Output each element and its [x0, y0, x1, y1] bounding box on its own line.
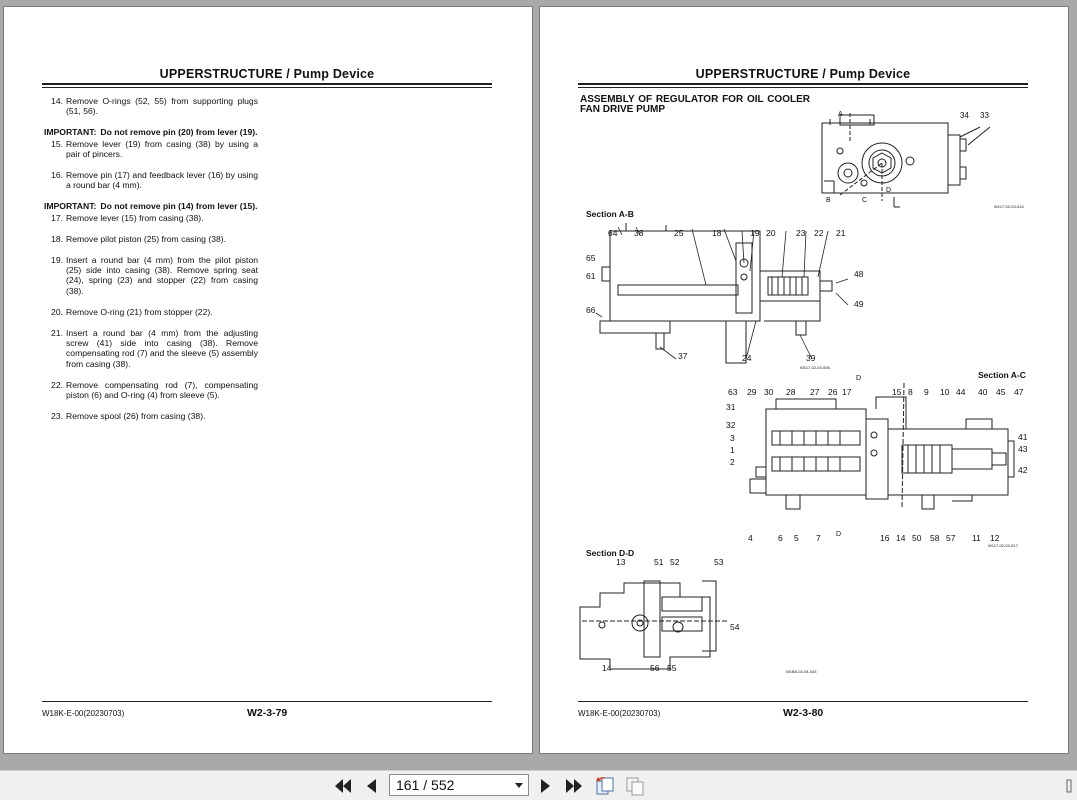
procedure-step: [44, 328, 258, 370]
callout-label: 28: [786, 387, 796, 397]
header-rule: [578, 83, 1028, 85]
callout-label: 25: [674, 228, 684, 238]
section-ac-title: Section A-C: [978, 370, 1026, 380]
callout-label: 63: [728, 387, 738, 397]
page-header-title: UPPERSTRUCTURE / Pump Device: [159, 67, 375, 81]
next-page-button[interactable]: [535, 775, 557, 797]
step-number: 18.: [51, 233, 63, 244]
footer-page-number: W2-3-80: [783, 707, 824, 719]
step-number: 16.: [51, 170, 63, 181]
section-heading: ASSEMBLY OF REGULATOR FOR OIL COOLER FAN DRIVE PUMP: [580, 94, 810, 115]
procedure-step: [44, 255, 258, 297]
callout-label: 11: [972, 533, 981, 543]
callout-label: 22: [814, 228, 824, 238]
callout-label: 53: [714, 557, 724, 567]
prev-page-icon: [365, 778, 377, 794]
callout-label: 38: [634, 228, 644, 238]
callout-label: 33: [980, 111, 989, 120]
step-text: Remove spool (26) from casing (38).: [66, 411, 206, 422]
menu-icon: [1066, 778, 1072, 794]
callout-label: 20: [766, 228, 776, 238]
callout-label: 49: [854, 299, 864, 309]
callout-label: 17: [842, 387, 852, 397]
step-text: Insert a round bar (4 mm) from the pilot piston (25) side into casing (38). Remove spring seat (24), spring (23) and stopper (22) from casing (38).: [66, 254, 258, 296]
callout-label: 50: [912, 533, 922, 543]
callout-label: 18: [712, 228, 722, 238]
procedure-steps: [44, 96, 258, 432]
next-page-icon: [540, 778, 552, 794]
prev-page-button[interactable]: [360, 775, 382, 797]
menu-button[interactable]: [1062, 775, 1076, 797]
callout-label: 54: [730, 622, 740, 632]
callout-label: 51: [654, 557, 664, 567]
callout-label: 55: [667, 663, 677, 673]
procedure-step: [44, 307, 258, 317]
callout-label: 57: [946, 533, 956, 543]
callout-label: 27: [810, 387, 820, 397]
header-rule: [578, 87, 1028, 88]
callout-label: 2: [730, 457, 735, 467]
step-number: 20.: [51, 306, 63, 317]
callout-label: 39: [806, 353, 816, 363]
callout-label: 37: [678, 351, 688, 361]
callout-label: 65: [586, 253, 596, 263]
callout-label: 14: [602, 663, 612, 673]
right-page: [539, 6, 1069, 754]
important-label: IMPORTANT:: [44, 127, 97, 138]
callout-label: 47: [1014, 387, 1024, 397]
chevron-down-icon: [515, 783, 523, 788]
viewer-toolbar: [0, 770, 1077, 800]
callout-label: 24: [742, 353, 752, 363]
step-number: 23.: [51, 411, 63, 422]
callout-label: 26: [828, 387, 838, 397]
callout-label: 44: [956, 387, 966, 397]
callout-label: 3: [730, 433, 735, 443]
callout-label: 7: [816, 533, 821, 543]
section-ac-drawing: [736, 379, 1036, 551]
callout-label: C: [862, 197, 868, 204]
first-page-icon: [334, 778, 352, 794]
callout-label: 56: [650, 663, 660, 673]
step-text: Remove lever (15) from casing (38).: [66, 212, 204, 223]
callout-label: 31: [726, 402, 736, 412]
callout-label: 12: [990, 533, 1000, 543]
callout-label: 21: [836, 228, 846, 238]
total-pages: 552: [431, 777, 455, 793]
callout-label: 4: [748, 533, 753, 543]
copy-button[interactable]: [624, 775, 646, 797]
page-separator: /: [423, 777, 428, 793]
current-page: 161: [396, 777, 420, 793]
callout-label: 64: [608, 228, 618, 238]
copy-icon: [625, 776, 645, 796]
callout-label: 9: [924, 387, 929, 397]
procedure-step: [44, 139, 258, 160]
footer-doc-code: W18K-E-00(20230703): [578, 709, 661, 718]
regulator-top-view-drawing: [810, 111, 1020, 213]
first-page-button[interactable]: [332, 775, 354, 797]
callout-label: 58: [930, 533, 940, 543]
callout-label: 66: [586, 305, 596, 315]
page-number-input[interactable]: [389, 774, 529, 796]
procedure-step: [44, 411, 258, 421]
figure-code: W1B8-02-04-043: [786, 669, 817, 674]
callout-label: 45: [996, 387, 1006, 397]
callout-label: 6: [778, 533, 783, 543]
callout-label: 40: [978, 387, 988, 397]
figure-code: W117-02-03-016: [994, 204, 1024, 209]
footer-page-number: W2-3-79: [247, 707, 288, 719]
step-number: 14.: [51, 96, 63, 106]
procedure-step: [44, 170, 258, 191]
callout-label: 16: [880, 533, 890, 543]
header-rule: [42, 87, 492, 88]
rotate-button[interactable]: [594, 775, 616, 797]
step-text: Remove pilot piston (25) from casing (38).: [66, 233, 227, 244]
left-page: [3, 6, 533, 754]
callout-label: A: [838, 111, 843, 118]
step-number: 19.: [51, 254, 63, 265]
important-note: [44, 127, 258, 137]
procedure-step: [44, 213, 258, 223]
step-text: Insert a round bar (4 mm) from the adjusting screw (41) side into casing (38). Remove compensating rod (7) and the sleeve (5) assembly from casing (38).: [66, 327, 258, 369]
rotate-icon: [595, 776, 615, 796]
callout-label: D: [886, 187, 892, 194]
procedure-step: [44, 234, 258, 244]
callout-label: 10: [940, 387, 950, 397]
step-number: 22.: [51, 379, 63, 390]
callout-label: D: [856, 375, 862, 382]
important-label: IMPORTANT:: [44, 201, 97, 212]
callout-label: 34: [960, 111, 969, 120]
footer-rule: [578, 701, 1028, 702]
step-text: Remove O-ring (21) from stopper (22).: [66, 306, 213, 317]
callout-label: 8: [908, 387, 913, 397]
callout-label: 13: [616, 557, 626, 567]
callout-label: 42: [1018, 465, 1028, 475]
callout-label: D: [836, 531, 842, 538]
footer-rule: [42, 701, 492, 702]
callout-label: 52: [670, 557, 680, 567]
step-text: Remove compensating rod (7), compensating piston (6) and O-ring (4) from sleeve (5).: [66, 379, 258, 401]
figure-code: W117-02-03-006: [800, 365, 830, 370]
header-rule: [42, 83, 492, 85]
important-note: [44, 201, 258, 211]
callout-label: 61: [586, 271, 596, 281]
callout-label: 15: [892, 387, 902, 397]
step-number: 21.: [51, 327, 63, 338]
callout-label: 5: [794, 533, 799, 543]
step-number: 17.: [51, 212, 63, 223]
step-text: Remove O-rings (52, 55) from supporting plugs (51, 56).: [66, 96, 258, 117]
callout-label: B: [826, 197, 831, 204]
last-page-button[interactable]: [563, 775, 585, 797]
callout-label: 23: [796, 228, 806, 238]
step-text: Remove lever (19) from casing (38) by using a pair of pincers.: [66, 138, 258, 160]
callout-label: 1: [730, 445, 735, 455]
section-dd-title: Section D-D: [586, 548, 635, 558]
last-page-icon: [565, 778, 583, 794]
procedure-step: [44, 96, 258, 117]
callout-label: 29: [747, 387, 757, 397]
page-header-title: UPPERSTRUCTURE / Pump Device: [695, 67, 911, 81]
callout-label: 14: [896, 533, 906, 543]
step-number: 15.: [51, 138, 63, 149]
callout-label: 43: [1018, 444, 1028, 454]
callout-label: 32: [726, 420, 736, 430]
section-ab-title: Section A-B: [586, 209, 634, 219]
callout-label: 41: [1018, 432, 1028, 442]
callout-label: 48: [854, 269, 864, 279]
figure-code: W117-02-03-017: [988, 543, 1018, 548]
important-text: Do not remove pin (20) from lever (19).: [100, 127, 258, 138]
section-ab-drawing: [596, 221, 866, 371]
callout-label: 19: [750, 228, 760, 238]
footer-doc-code: W18K-E-00(20230703): [42, 709, 125, 718]
important-text: Do not remove pin (14) from lever (15).: [100, 201, 258, 212]
step-text: Remove pin (17) and feedback lever (16) by using a round bar (4 mm).: [66, 170, 258, 191]
callout-label: 30: [764, 387, 774, 397]
procedure-step: [44, 380, 258, 401]
